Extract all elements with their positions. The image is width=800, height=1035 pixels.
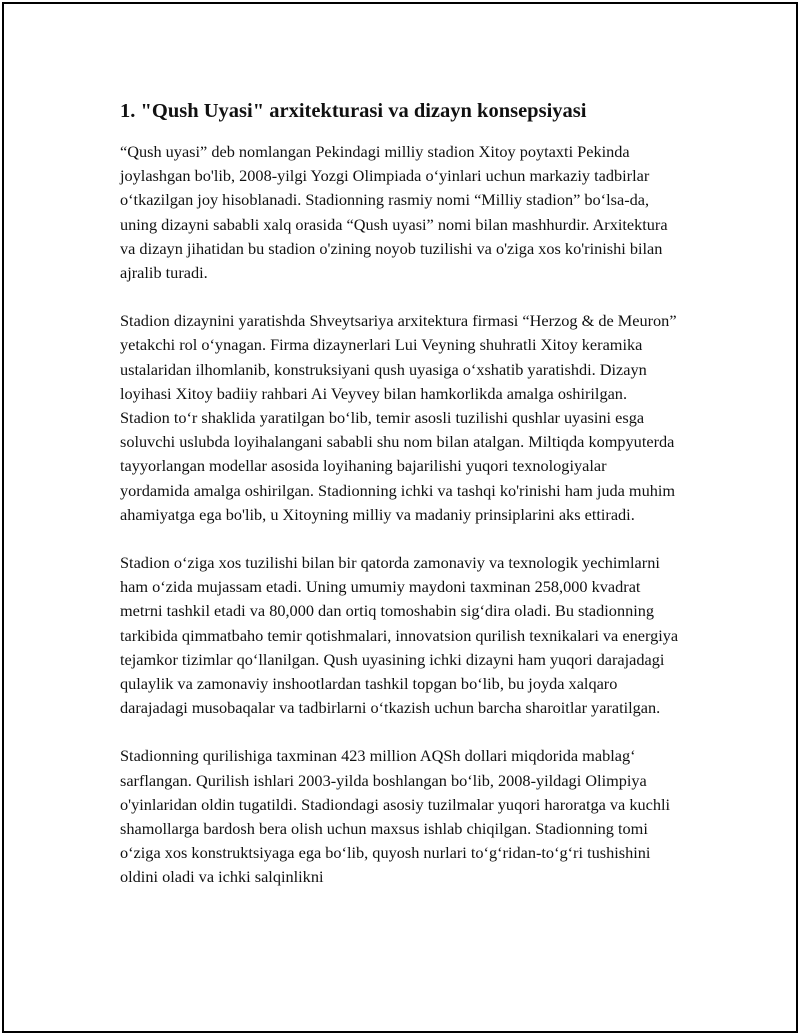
section-heading: 1. "Qush Uyasi" arxitekturasi va dizayn konsepsiyasi	[120, 100, 587, 122]
page-frame	[2, 2, 798, 1033]
paragraph-design: Stadion dizaynini yaratishda Shveytsariya arxitektura firmasi “Herzog & de Meuron” yetakchi rol o‘ynagan. Firma dizaynerlari Lui Veyning shuhratli Xitoy keramika ustalaridan ilhomlanib, konstruksiyani qush uyasiga o‘xshatib yaratishdi. Dizayn loyihasi Xitoy badiiy rahbari Ai Veyvey bilan hamkorlikda amalga oshirilgan. Stadion to‘r shaklida yaratilgan bo‘lib, temir asosli tuzilishi qushlar uyasini esga soluvchi uslubda loyihalangani sababli shu nom bilan atalgan. Miltiqda kompyuterda tayyorlangan modellar asosida loyihaning bajarilishi yuqori texnologiyalar yordamida amalga oshirilgan. Stadionning ichki va tashqi ko'rinishi ham juda muhim ahamiyatga ega bo'lib, u Xitoyning milliy va madaniy prinsiplarini aks ettiradi.	[120, 311, 677, 524]
document-body	[120, 96, 680, 914]
paragraph-construction: Stadionning qurilishiga taxminan 423 million AQSh dollari miqdorida mablag‘ sarflangan. Qurilish ishlari 2003-yilda boshlangan bo‘lib, 2008-yildagi Olimpiya o'yinlaridan oldin tugatildi. Stadiondagi asosiy tuzilmalar yuqori haroratga va kuchli shamollarga bardosh bera olish uchun maxsus ishlab chiqilgan. Stadionning tomi o‘ziga xos konstruktsiyaga ega bo‘lib, quyosh nurlari to‘g‘ridan-to‘g‘ri tushishini oldini oladi va ichki salqinlikni	[120, 746, 671, 887]
paragraph-intro: “Qush uyasi” deb nomlangan Pekindagi milliy stadion Xitoy poytaxti Pekinda joylashgan bo'lib, 2008-yilgi Yozgi Olimpiada o‘yinlari uchun markaziy tadbirlar o‘tkazilgan joy hisoblanadi. Stadionning rasmiy nomi “Milliy stadion” bo‘lsa-da, uning dizayni sababli xalq orasida “Qush uyasi” nomi bilan mashhurdir. Arxitektura va dizayn jihatidan bu stadion o'zining noyob tuzilishi va o'ziga xos ko'rinishi bilan ajralib turadi.	[120, 142, 668, 283]
paragraph-technology: Stadion o‘ziga xos tuzilishi bilan bir qatorda zamonaviy va texnologik yechimlarni ham o‘zida mujassam etadi. Uning umumiy maydoni taxminan 258,000 kvadrat metrni tashkil etadi va 80,000 dan ortiq tomoshabin sig‘dira oladi. Bu stadionning tarkibida qimmatbaho temir qotishmalari, innovatsion qurilish texnikalari va energiya tejamkor tizimlar qo‘llanilgan. Qush uyasining ichki dizayni ham yuqori darajadagi qulaylik va zamonaviy inshootlardan tashkil topgan bo‘lib, bu joyda xalqaro darajadagi musobaqalar va tadbirlarni o‘tkazish uchun barcha sharoitlar yaratilgan.	[120, 553, 679, 718]
